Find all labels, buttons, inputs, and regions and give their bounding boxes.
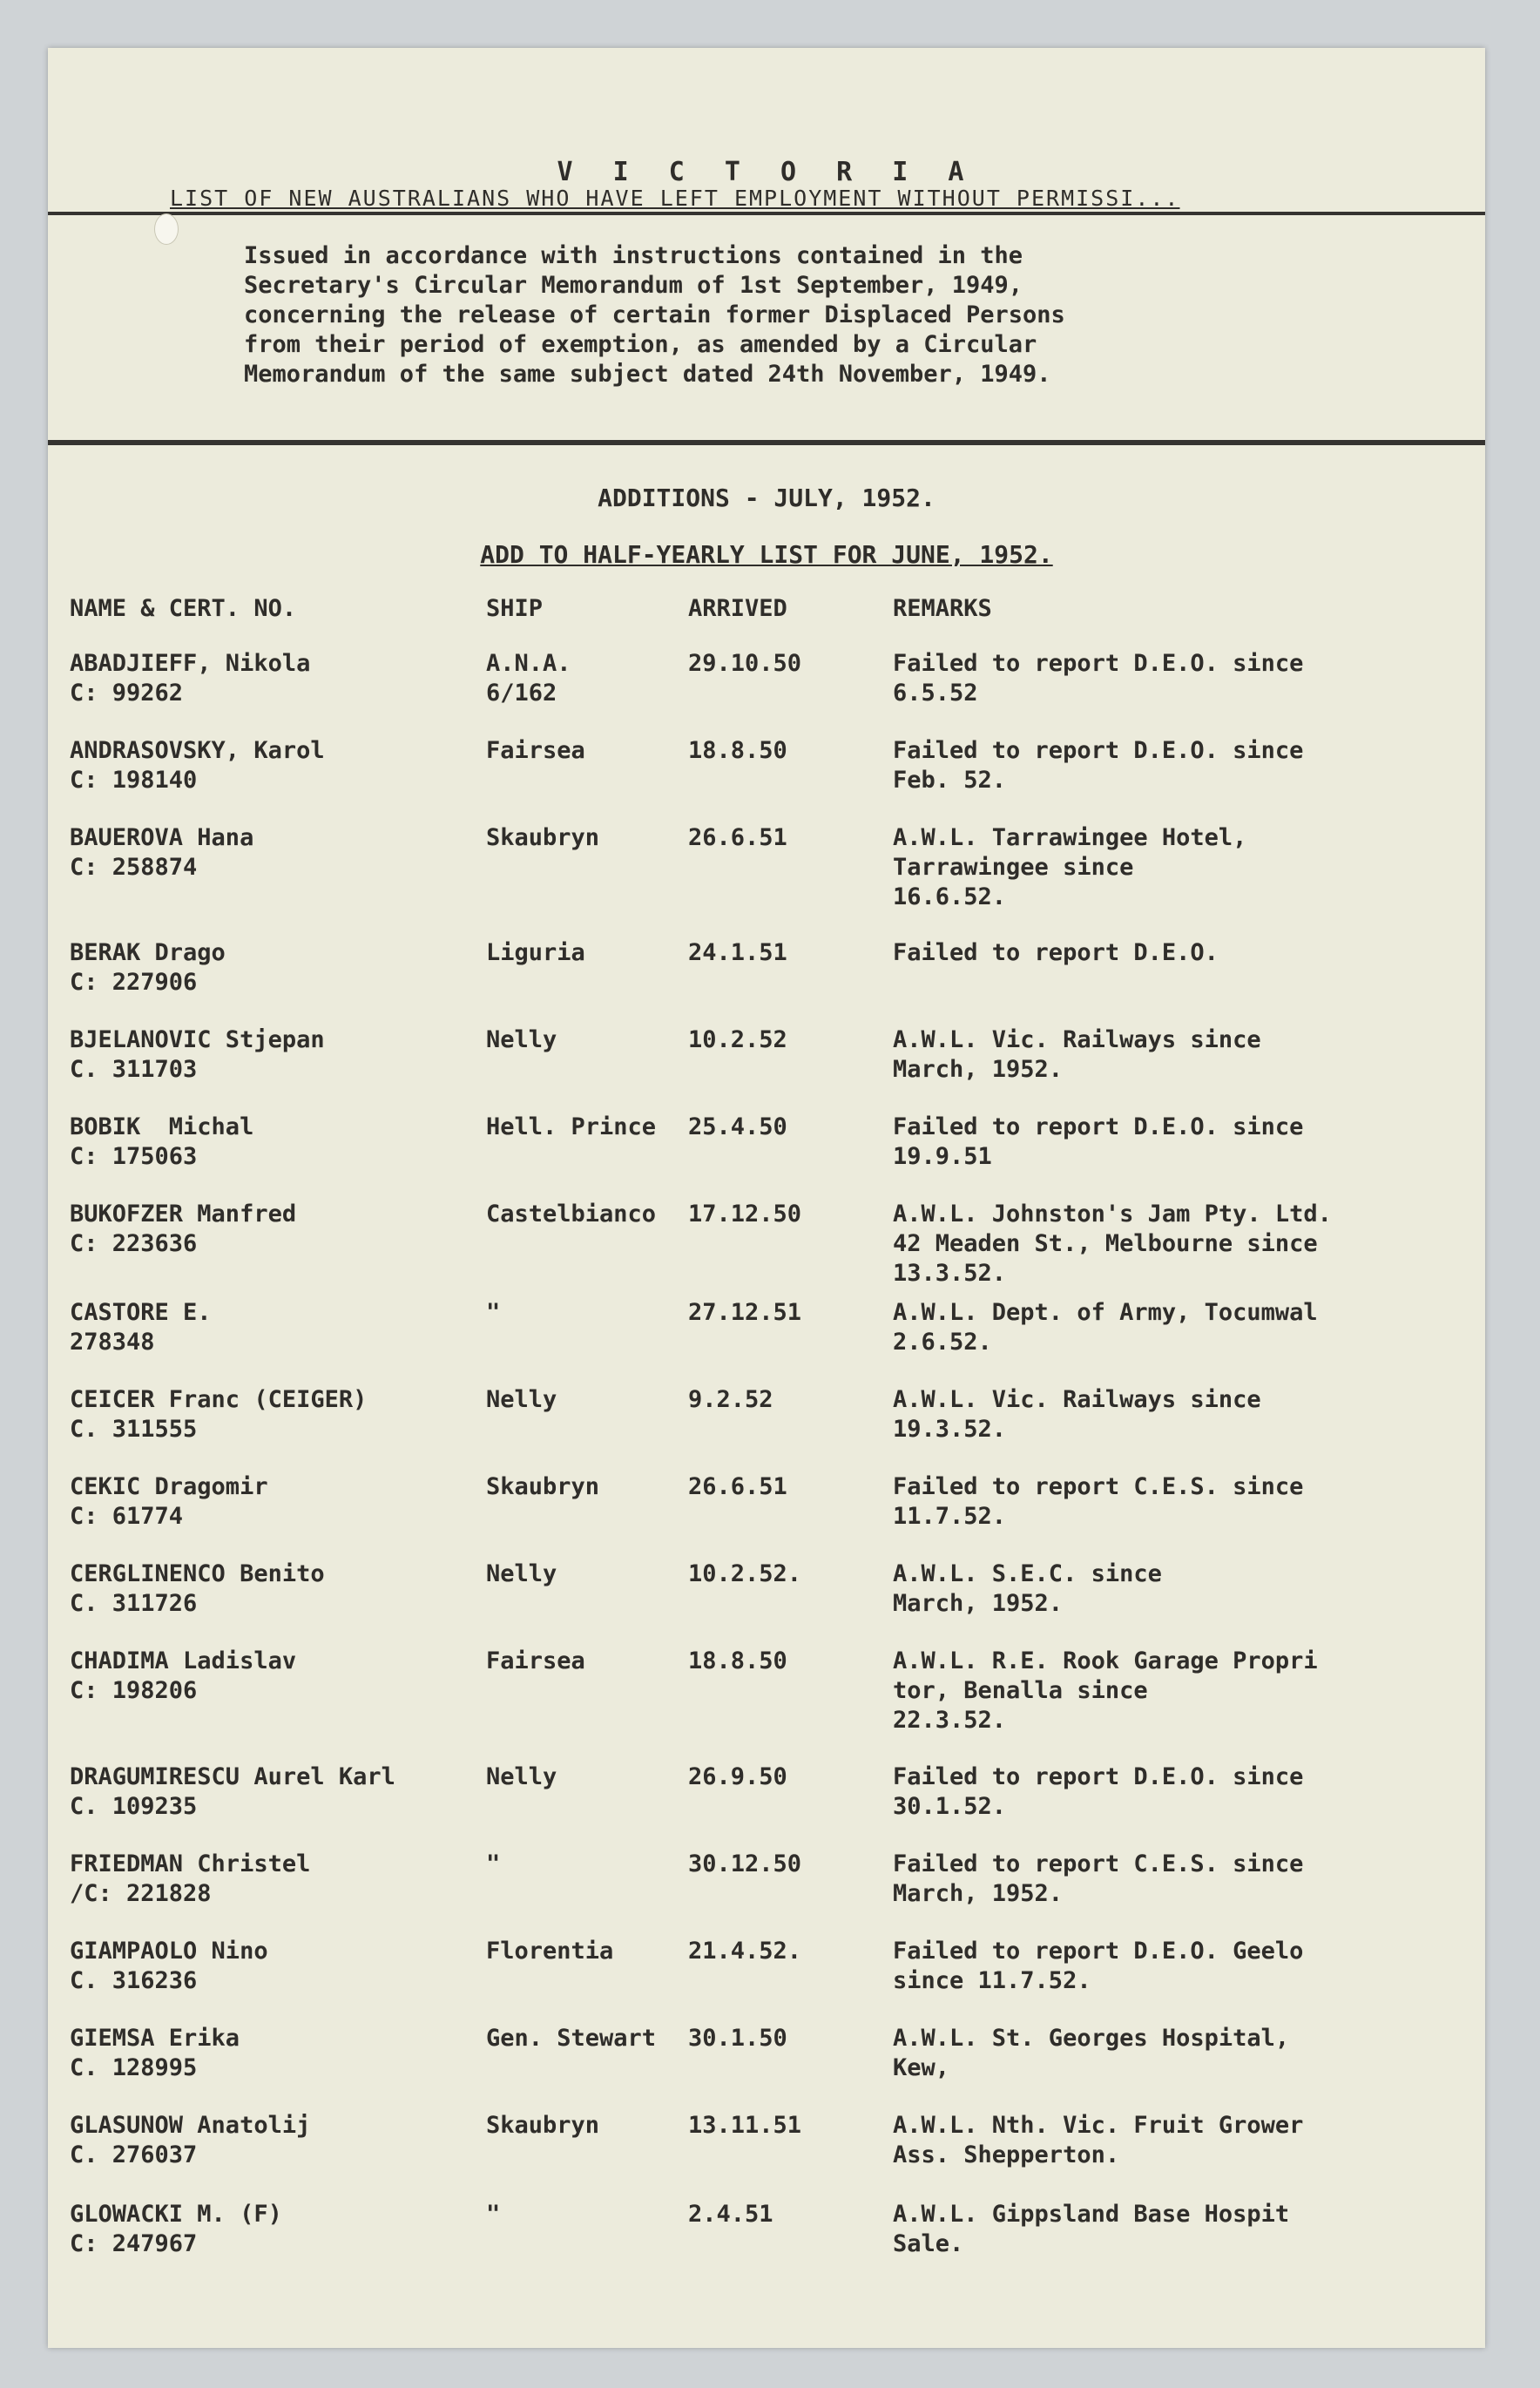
cell-ship: Skaubryn [486, 824, 600, 851]
cell-ship: Fairsea [486, 1647, 585, 1674]
cell-arrived: 26.9.50 [688, 1763, 787, 1790]
cell-ship: " [486, 1850, 501, 1877]
cell-name: CHADIMA Ladislav C: 198206 [70, 1647, 297, 1704]
cell-arrived: 13.11.51 [688, 2112, 802, 2139]
cell-remarks: A.W.L. Dept. of Army, Tocumwal 2.6.52. [893, 1299, 1318, 1356]
cell-arrived: 24.1.51 [688, 939, 787, 966]
cell-remarks: A.W.L. Gippsland Base Hospit Sale. [893, 2201, 1290, 2257]
cell-remarks: A.W.L. Tarrawingee Hotel, Tarrawingee since 16.6.52. [893, 824, 1247, 910]
cell-arrived: 27.12.51 [688, 1299, 802, 1326]
cell-arrived: 29.10.50 [688, 650, 802, 677]
cell-name: GIAMPAOLO Nino C. 316236 [70, 1938, 268, 1994]
cell-arrived: 18.8.50 [688, 1647, 787, 1674]
cell-name: DRAGUMIRESCU Aurel Karl C. 109235 [70, 1763, 395, 1820]
cell-arrived: 26.6.51 [688, 824, 787, 851]
cell-remarks: A.W.L. S.E.C. since March, 1952. [893, 1560, 1162, 1617]
cell-remarks: Failed to report C.E.S. since 11.7.52. [893, 1473, 1304, 1530]
cell-remarks: Failed to report D.E.O. since 6.5.52 [893, 650, 1304, 707]
document-page [48, 48, 1485, 2348]
cell-remarks: Failed to report D.E.O. Geelo since 11.7.52. [893, 1938, 1304, 1994]
intro-paragraph: Issued in accordance with instructions contained in the Secretary's Circular Memorandum of 1st September, 1949, concerning the release of certain former Displaced Persons from their period of exemption, as amended by a Circular Memorandum of the same subject dated 24th November, 1949. [244, 242, 1065, 388]
cell-ship: Gen. Stewart [486, 2025, 657, 2052]
section-divider [48, 440, 1485, 445]
cell-arrived: 21.4.52. [688, 1938, 802, 1965]
header-name: NAME & CERT. NO. [70, 595, 297, 622]
cell-ship: Fairsea [486, 737, 585, 764]
section-title: ADDITIONS - JULY, 1952. [598, 484, 935, 512]
cell-ship: Skaubryn [486, 1473, 600, 1500]
cell-remarks: A.W.L. Vic. Railways since March, 1952. [893, 1026, 1261, 1083]
cell-ship: Castelbianco [486, 1201, 657, 1228]
punch-hole [154, 213, 179, 245]
cell-name: ANDRASOVSKY, Karol C: 198140 [70, 737, 325, 794]
cell-remarks: A.W.L. Vic. Railways since 19.3.52. [893, 1386, 1261, 1443]
cell-ship: Skaubryn [486, 2112, 600, 2139]
cell-arrived: 10.2.52. [688, 1560, 802, 1587]
section-subtitle: ADD TO HALF-YEARLY LIST FOR JUNE, 1952. [480, 540, 1053, 569]
cell-name: BUKOFZER Manfred C: 223636 [70, 1201, 297, 1257]
cell-ship: A.N.A. 6/162 [486, 650, 571, 707]
cell-name: GLOWACKI M. (F) C: 247967 [70, 2201, 282, 2257]
cell-remarks: Failed to report C.E.S. since March, 1952. [893, 1850, 1304, 1907]
cell-name: BJELANOVIC Stjepan C. 311703 [70, 1026, 325, 1083]
document-subtitle: LIST OF NEW AUSTRALIANS WHO HAVE LEFT EMPLOYMENT WITHOUT PERMISSI... [170, 186, 1180, 211]
cell-ship: " [486, 1299, 501, 1326]
cell-name: GIEMSA Erika C. 128995 [70, 2025, 240, 2081]
cell-remarks: Failed to report D.E.O. since 30.1.52. [893, 1763, 1304, 1820]
table-header [70, 595, 1481, 630]
cell-arrived: 10.2.52 [688, 1026, 787, 1053]
header-remarks: REMARKS [893, 595, 992, 622]
cell-ship: " [486, 2201, 501, 2228]
cell-name: CEICER Franc (CEIGER) C. 311555 [70, 1386, 368, 1443]
cell-remarks: Failed to report D.E.O. since Feb. 52. [893, 737, 1304, 794]
cell-ship: Nelly [486, 1560, 557, 1587]
cell-remarks: A.W.L. R.E. Rook Garage Propri tor, Benalla since 22.3.52. [893, 1647, 1318, 1734]
cell-arrived: 30.1.50 [688, 2025, 787, 2052]
cell-arrived: 26.6.51 [688, 1473, 787, 1500]
cell-arrived: 18.8.50 [688, 737, 787, 764]
cell-name: ABADJIEFF, Nikola C: 99262 [70, 650, 311, 707]
cell-name: CEKIC Dragomir C: 61774 [70, 1473, 268, 1530]
cell-name: BOBIK Michal C: 175063 [70, 1113, 254, 1170]
cell-arrived: 2.4.51 [688, 2201, 773, 2228]
cell-arrived: 25.4.50 [688, 1113, 787, 1140]
cell-ship: Liguria [486, 939, 585, 966]
cell-remarks: A.W.L. Johnston's Jam Pty. Ltd. 42 Meaden St., Melbourne since 13.3.52. [893, 1201, 1332, 1287]
cell-remarks: Failed to report D.E.O. since 19.9.51 [893, 1113, 1304, 1170]
cell-name: BERAK Drago C: 227906 [70, 939, 226, 996]
cell-remarks: Failed to report D.E.O. [893, 939, 1219, 966]
cell-remarks: A.W.L. St. Georges Hospital, Kew, [893, 2025, 1290, 2081]
cell-remarks: A.W.L. Nth. Vic. Fruit Grower Ass. Shepperton. [893, 2112, 1304, 2168]
cell-ship: Nelly [486, 1026, 557, 1053]
cell-ship: Nelly [486, 1763, 557, 1790]
cell-name: BAUEROVA Hana C: 258874 [70, 824, 254, 881]
top-divider [48, 212, 1485, 215]
cell-name: GLASUNOW Anatolij C. 276037 [70, 2112, 311, 2168]
cell-arrived: 17.12.50 [688, 1201, 802, 1228]
cell-ship: Hell. Prince [486, 1113, 657, 1140]
cell-name: CASTORE E. 278348 [70, 1299, 212, 1356]
cell-ship: Florentia [486, 1938, 614, 1965]
cell-name: CERGLINENCO Benito C. 311726 [70, 1560, 325, 1617]
cell-arrived: 30.12.50 [688, 1850, 802, 1877]
cell-ship: Nelly [486, 1386, 557, 1413]
header-ship: SHIP [486, 595, 544, 622]
header-arrived: ARRIVED [688, 595, 787, 622]
cell-name: FRIEDMAN Christel /C: 221828 [70, 1850, 311, 1907]
document-title: V I C T O R I A [557, 157, 976, 187]
cell-arrived: 9.2.52 [688, 1386, 773, 1413]
